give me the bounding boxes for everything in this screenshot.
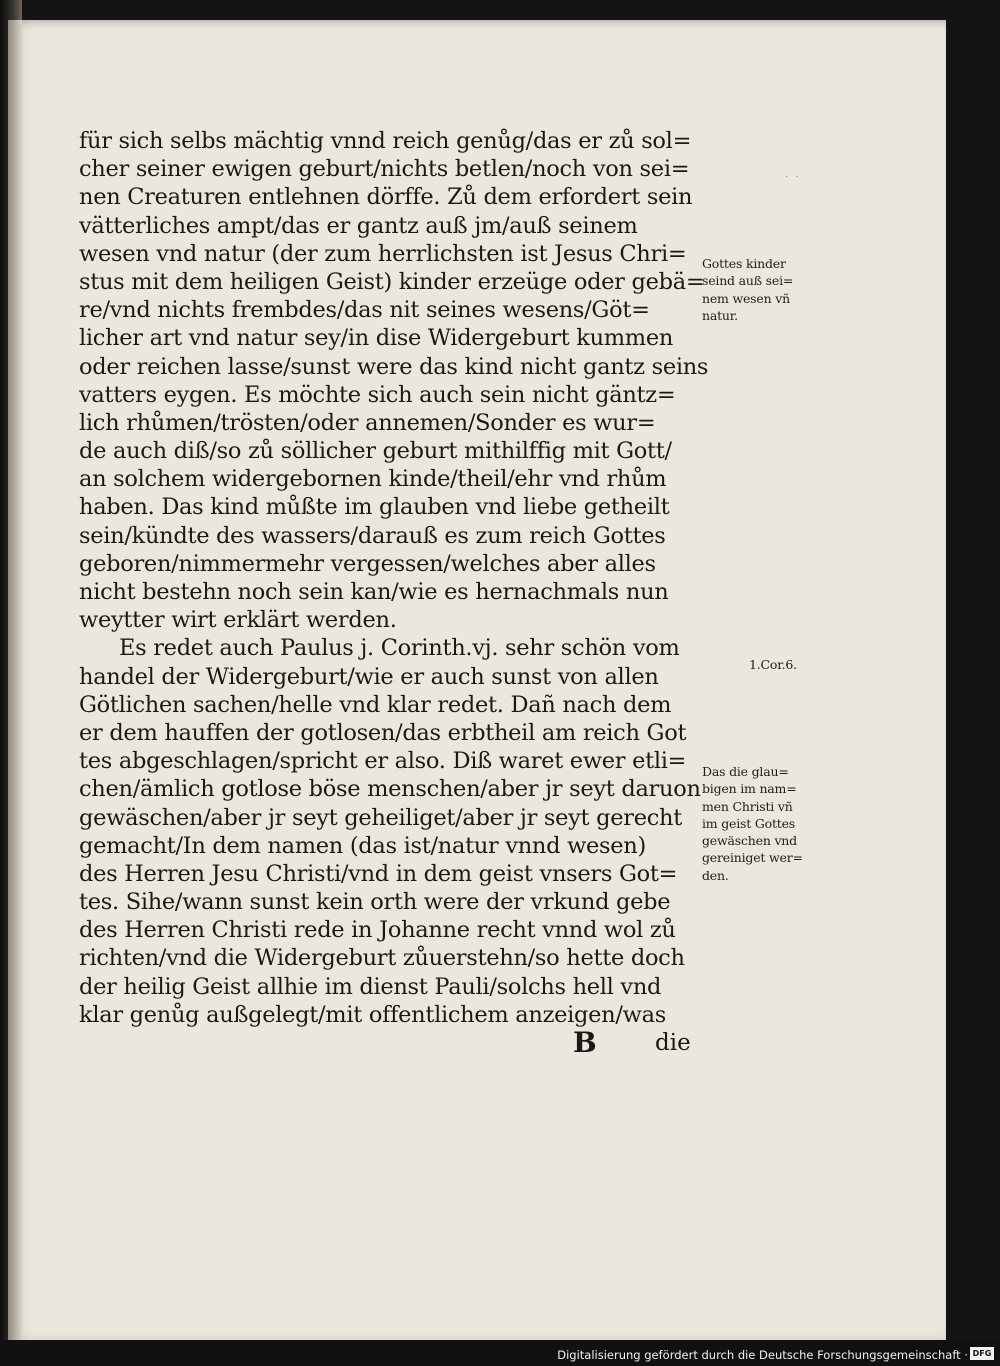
text-line: des Herren Christi rede in Johanne recht vnnd wol zů (79, 917, 676, 944)
footer-funding-text: Digitalisierung gefördert durch die Deutsche Forschungsgemeinschaft · (557, 1348, 968, 1362)
margin-note-line: im geist Gottes (702, 815, 796, 831)
text-line: geboren/nimmermehr vergessen/welches aber alles (79, 550, 656, 577)
text-line: re/vnd nichts frembdes/das nit seines wesens/Göt= (79, 297, 650, 324)
margin-note-line: nem wesen vñ (702, 290, 790, 306)
text-line: nen Creaturen entlehnen dörffe. Zů dem erfordert sein (79, 184, 693, 211)
dfg-logo-icon: DFG (970, 1347, 994, 1360)
margin-note-line: natur. (702, 307, 738, 323)
margin-note-line: Das die glau= (702, 764, 789, 779)
text-line: klar genůg außgelegt/mit offentlichem anzeigen/was (79, 1001, 666, 1028)
margin-note-glaubigen (702, 763, 803, 884)
text-line: gewäschen/aber jr seyt geheiliget/aber jr seyt gerecht (79, 804, 682, 831)
text-line: stus mit dem heiligen Geist) kinder erzeüge oder gebä= (79, 268, 705, 295)
text-line: der heilig Geist allhie im dienst Pauli/solchs hell vnd (79, 973, 662, 1000)
text-line: weytter wirt erklärt werden. (79, 607, 397, 634)
text-line: cher seiner ewigen geburt/nichts betlen/noch von sei= (79, 156, 690, 183)
text-line: vatters eygen. Es möchte sich auch sein nicht gäntz= (79, 381, 676, 408)
margin-note-line: den. (702, 867, 729, 883)
page-speck-marks: · · (785, 172, 801, 183)
paragraph-start-line: Es redet auch Paulus j. Corinth.vj. sehr schön vom (119, 635, 680, 662)
margin-note-line: 1.Cor.6. (749, 657, 797, 672)
margin-note-line: men Christi vñ (702, 798, 793, 814)
text-line: für sich selbs mächtig vnnd reich genůg/das er zů sol= (79, 128, 692, 154)
signature-mark: B (573, 1026, 597, 1059)
margin-note-line: gereiniget wer= (702, 850, 803, 866)
text-line: er dem hauffen der gotlosen/das erbtheil am reich Got (79, 719, 687, 746)
text-line: tes. Sihe/wann sunst kein orth were der vrkund gebe (79, 889, 671, 916)
text-line: tes abgeschlagen/spricht er also. Diß waret ewer etli= (79, 748, 687, 775)
margin-note-line: seind auß sei= (702, 273, 794, 289)
text-line: licher art vnd natur sey/in dise Widergeburt kummen (79, 325, 674, 352)
margin-note-line: gewäschen vnd (702, 833, 797, 849)
margin-note-line: bigen im nam= (702, 781, 797, 797)
text-line: gemacht/In dem namen (das ist/natur vnnd wesen) (79, 832, 646, 859)
catchword: die (655, 1030, 691, 1056)
text-line: sein/kündte des wassers/darauß es zum reich Gottes (79, 522, 666, 549)
text-line: handel der Widergeburt/wie er auch sunst von allen (79, 663, 659, 690)
text-line: des Herren Jesu Christi/vnd in dem geist vnsers Got= (79, 860, 678, 887)
text-line: chen/ämlich gotlose böse menschen/aber jr seyt daruon (79, 776, 701, 803)
page-fold-shadow (8, 20, 22, 1340)
margin-note-gottes-kinder (702, 255, 793, 324)
text-line: lich rhůmen/trösten/oder annemen/Sonder es wur= (79, 409, 656, 436)
margin-note-reference (749, 656, 797, 673)
margin-note-line: Gottes kinder (702, 256, 786, 271)
text-line: de auch diß/so zů söllicher geburt mithilffig mit Gott/ (79, 438, 672, 465)
text-line: Götlichen sachen/helle vnd klar redet. Dañ nach dem (79, 691, 672, 718)
text-line: oder reichen lasse/sunst were das kind nicht gantz seins (79, 353, 709, 380)
text-line: haben. Das kind můßte im glauben vnd liebe getheilt (79, 494, 670, 521)
text-line: an solchem widergebornen kinde/theil/ehr vnd rhům (79, 466, 667, 493)
text-line: wesen vnd natur (der zum herrlichsten ist Jesus Chri= (79, 240, 687, 267)
text-line: nicht bestehn noch sein kan/wie es hernachmals nun (79, 579, 669, 605)
main-text-block (79, 127, 709, 1029)
text-line: vätterliches ampt/das er gantz auß jm/auß seinem (79, 212, 638, 239)
text-line: richten/vnd die Widergeburt zůuerstehn/so hette doch (79, 945, 685, 972)
